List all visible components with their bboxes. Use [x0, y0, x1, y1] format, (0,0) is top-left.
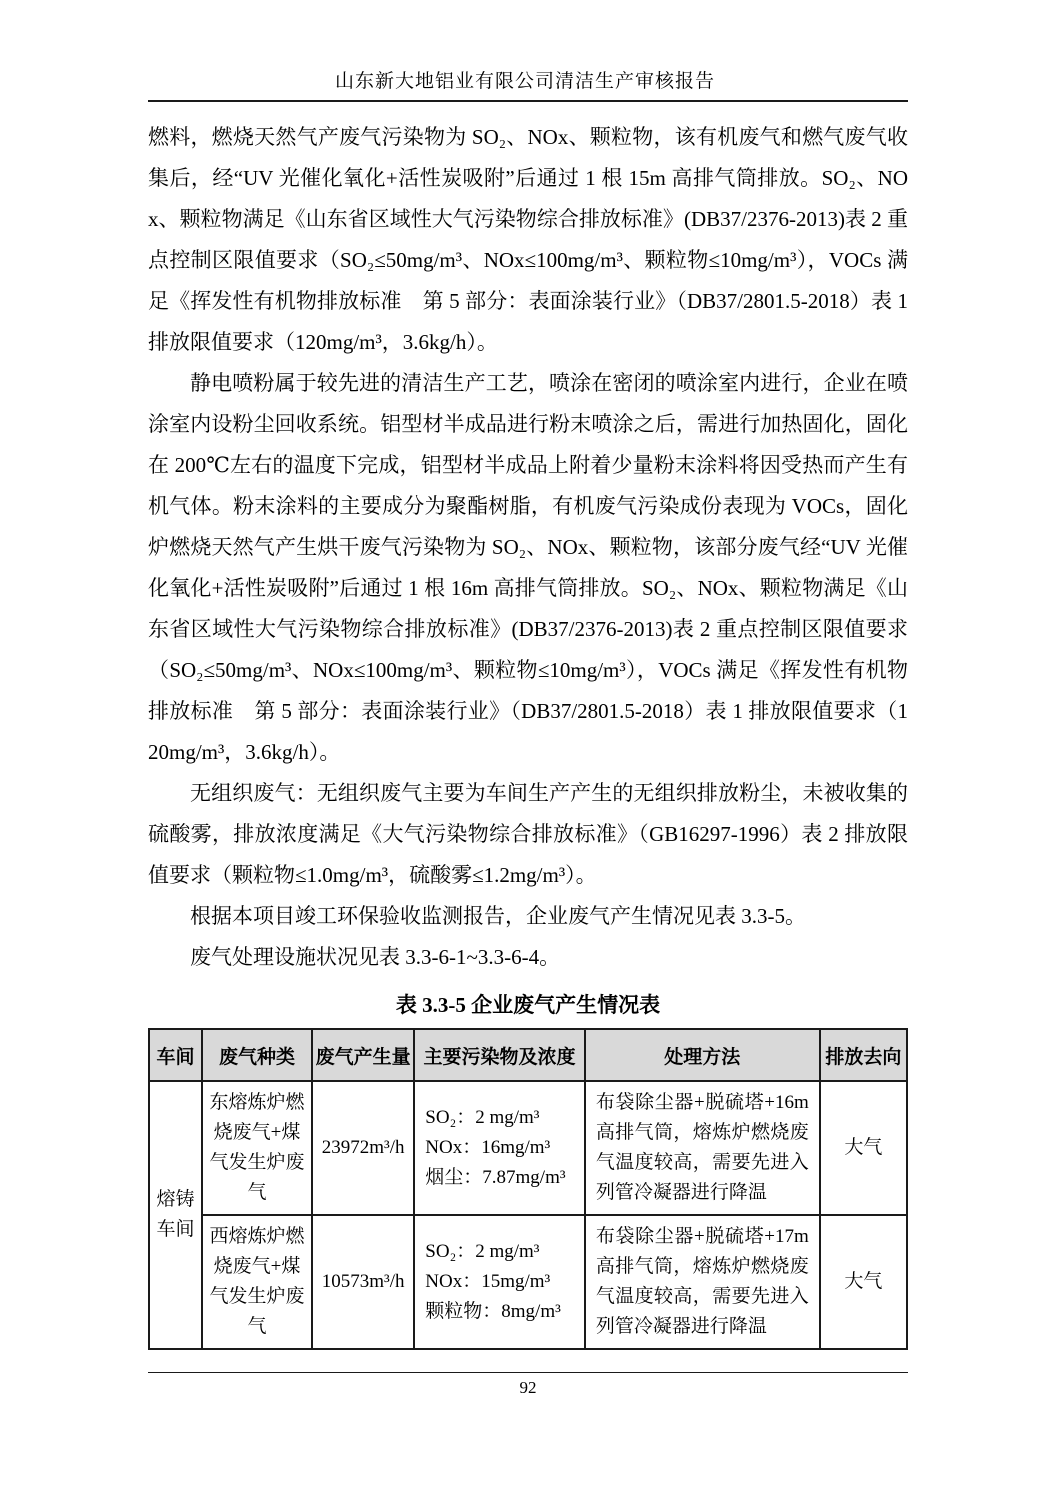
document-body [148, 117, 908, 1350]
cell-gas-type: 西熔炼炉燃烧废气+煤气发生炉废气 [202, 1215, 312, 1349]
cell-destination: 大气 [820, 1081, 907, 1215]
running-header-title: 山东新大地铝业有限公司清洁生产审核报告 [334, 71, 715, 92]
body-paragraph-2: 静电喷粉属于较先进的清洁生产工艺，喷涂在密闭的喷涂室内进行，企业在喷涂室内设粉尘回收系统。铝型材半成品进行粉末喷涂之后，需进行加热固化，固化在 200℃左右的温度下完成，铝型材半成品上附着少量粉末涂料将因受热而产生有机气体。粉末涂料的主要成分为聚酯树脂，有机废气污染成份表现为 VOCs，固化炉燃烧天然气产生烘干废气污染物为 SO₂、NOx、颗粒物，该部分废气经“UV 光催化氧化+活性炭吸附”后通过 1 根 16m 高排气筒排放。SO₂、NOx、颗粒物满足《山东省区域性大气污染物综合排放标准》(DB37/2376-2013)表 2 重点控制区限值要求（SO₂≤50mg/m³、NOx≤100mg/m³、颗粒物≤10mg/m³），VOCs 满足《挥发性有机物排放标准 第 5 部分：表面涂装行业》（DB37/2801.5-2018）表 1 排放限值要求（120mg/m³，3.6kg/h）。 [148, 371, 908, 764]
cell-destination: 大气 [820, 1215, 907, 1349]
pollutant-line-so2: SO₂：2 mg/m³ [425, 1241, 540, 1262]
page-number: 92 [519, 1378, 537, 1397]
body-paragraph-5: 废气处理设施状况见表 3.3-6-1~3.3-6-4。 [190, 945, 561, 969]
page-footer [148, 1372, 908, 1398]
column-header-treatment: 处理方法 [585, 1029, 820, 1081]
pollutant-line-nox: NOx：15mg/m³ [425, 1271, 551, 1292]
cell-pollutants [414, 1081, 585, 1215]
table-row-west-furnace [149, 1215, 907, 1349]
cell-treatment: 布袋除尘器+脱硫塔+16m高排气筒，熔炼炉燃烧废气温度较高，需要先进入列管冷凝器进行降温 [585, 1081, 820, 1215]
cell-gas-amount: 23972m³/h [312, 1081, 414, 1215]
column-header-pollutants: 主要污染物及浓度 [414, 1029, 585, 1081]
body-paragraph-4: 根据本项目竣工环保验收监测报告，企业废气产生情况见表 3.3-5。 [190, 904, 806, 928]
cell-workshop: 熔铸车间 [149, 1081, 202, 1349]
running-header [0, 0, 1050, 102]
column-header-workshop: 车间 [149, 1029, 202, 1081]
waste-gas-table [148, 1028, 908, 1350]
body-paragraph-3: 无组织废气：无组织废气主要为车间生产产生的无组织排放粉尘，未被收集的硫酸雾，排放浓度满足《大气污染物综合排放标准》（GB16297-1996）表 2 排放限值要求（颗粒物≤1.0mg/m³，硫酸雾≤1.2mg/m³）。 [148, 781, 908, 887]
pollutant-line-particulate: 颗粒物：8mg/m³ [425, 1301, 561, 1322]
cell-gas-amount: 10573m³/h [312, 1215, 414, 1349]
cell-gas-type: 东熔炼炉燃烧废气+煤气发生炉废气 [202, 1081, 312, 1215]
pollutant-line-nox: NOx：16mg/m³ [425, 1137, 551, 1158]
cell-treatment: 布袋除尘器+脱硫塔+17m高排气筒，熔炼炉燃烧废气温度较高，需要先进入列管冷凝器进行降温 [585, 1215, 820, 1349]
pollutant-line-so2: SO₂：2 mg/m³ [425, 1107, 540, 1128]
table-caption: 表 3.3-5 企业废气产生情况表 [395, 993, 661, 1017]
body-paragraph-1: 燃料，燃烧天然气产废气污染物为 SO₂、NOx、颗粒物，该有机废气和燃气废气收集后，经“UV 光催化氧化+活性炭吸附”后通过 1 根 15m 高排气筒排放。SO₂、NOx、颗粒物满足《山东省区域性大气污染物综合排放标准》(DB37/2376-2013)表 2 重点控制区限值要求（SO₂≤50mg/m³、NOx≤100mg/m³、颗粒物≤10mg/m³），VOCs 满足《挥发性有机物排放标准 第 5 部分：表面涂装行业》（DB37/2801.5-2018）表 1 排放限值要求（120mg/m³，3.6kg/h）。 [148, 125, 909, 354]
column-header-destination: 排放去向 [820, 1029, 907, 1081]
table-row-east-furnace [149, 1081, 907, 1215]
pollutant-line-dust: 烟尘：7.87mg/m³ [425, 1167, 566, 1188]
table-header-row [149, 1029, 907, 1081]
header-rule [148, 100, 908, 102]
column-header-gas-amount: 废气产生量 [312, 1029, 414, 1081]
cell-pollutants [414, 1215, 585, 1349]
column-header-gas-type: 废气种类 [202, 1029, 312, 1081]
